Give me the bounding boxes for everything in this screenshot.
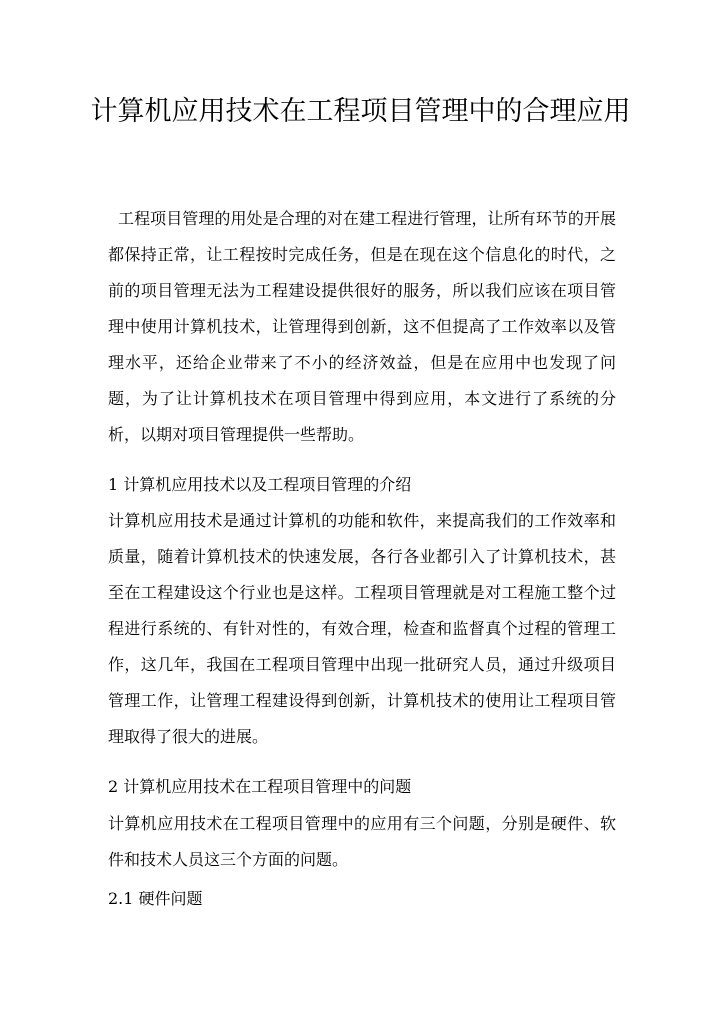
section-2-heading: 2 计算机应用技术在工程项目管理中的问题: [108, 777, 412, 796]
section-1-heading: 1 计算机应用技术以及工程项目管理的介绍: [108, 475, 412, 494]
section-2-1-heading: 2.1 硬件问题: [108, 889, 203, 908]
document-title: 计算机应用技术在工程项目管理中的合理应用: [90, 96, 631, 127]
intro-paragraph: 工程项目管理的用处是合理的对在建工程进行管理，让所有环节的开展都保持正常，让工程按时完成任务，但是在现在这个信息化的时代，之前的项目管理无法为工程建设提供很好的服务，所以我们应该在项目管理中使用计算机技术，让管理得到创新，这不但提高了工作效率以及管理水平，还给企业带来了不小的经济效益，但是在应用中也发现了问题，为了让计算机技术在项目管理中得到应用，本文进行了系统的分析，以期对项目管理提供一些帮助。: [108, 209, 616, 444]
section-1-paragraph: 计算机应用技术是通过计算机的功能和软件，来提高我们的工作效率和质量，随着计算机技术的快速发展，各行各业都引入了计算机技术，甚至在工程建设这个行业也是这样。工程项目管理就是对工程施工整个过程进行系统的、有针对性的，有效合理，检查和监督真个过程的管理工作，这几年，我国在工程项目管理中出现一批研究人员，通过升级项目管理工作，让管理工程建设得到创新，计算机技术的使用让工程项目管理取得了很大的进展。: [108, 511, 616, 746]
section-2-paragraph: 计算机应用技术在工程项目管理中的应用有三个问题，分别是硬件、软件和技术人员这三个方面的问题。: [108, 814, 616, 869]
